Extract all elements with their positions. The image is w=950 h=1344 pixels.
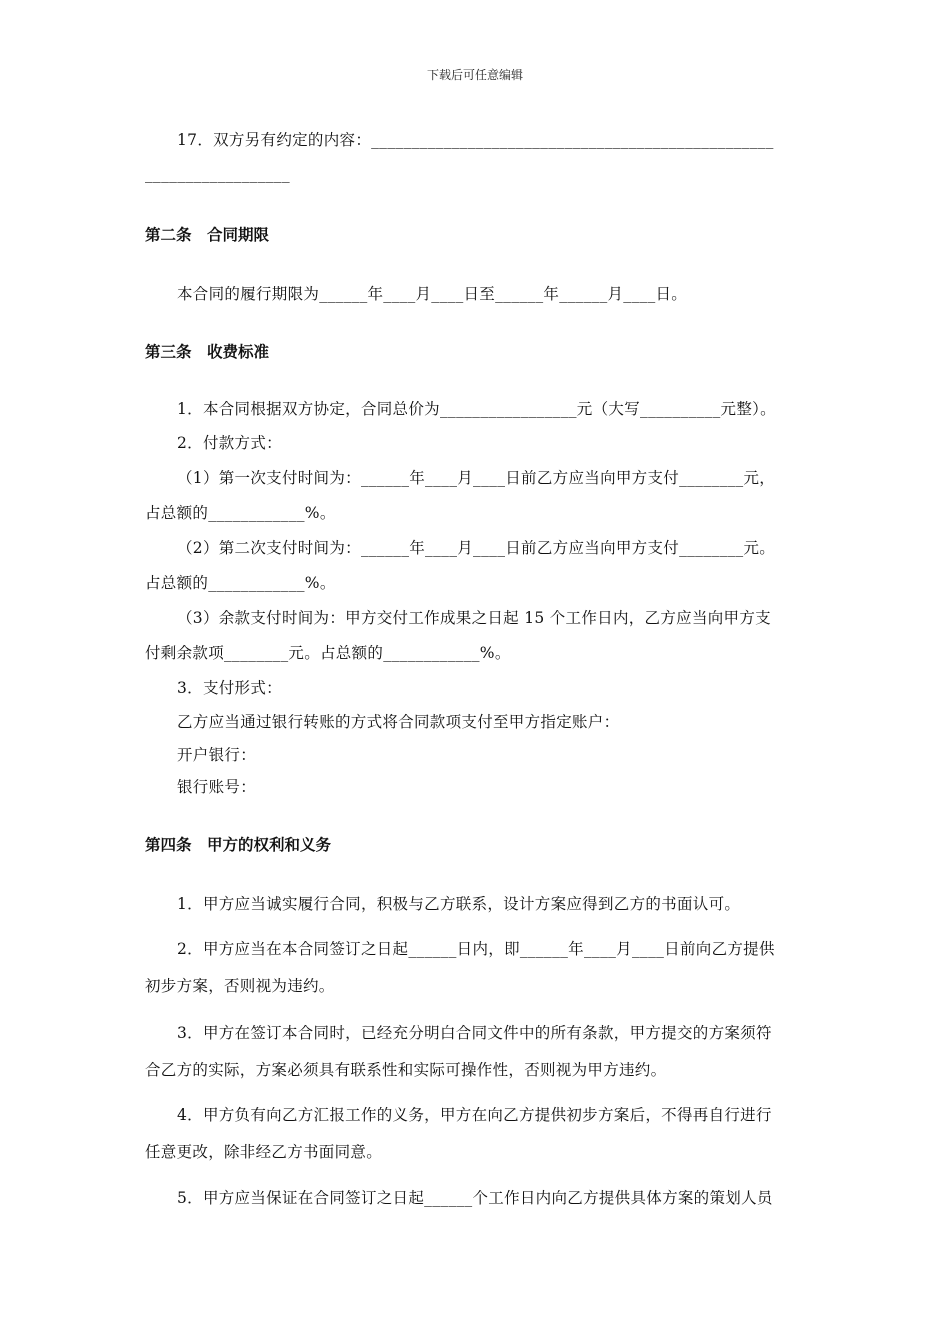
section-4-line-1: 1．甲方应当诚实履行合同，积极与乙方联系，设计方案应得到乙方的书面认可。 <box>177 895 741 913</box>
section-4-line-5a: 5．甲方应当保证在合同签订之日起______个工作日内向乙方提供具体方案的策划人员 <box>177 1189 773 1207</box>
section-3-line-8: 付剩余款项________元。占总额的____________%。 <box>145 644 511 662</box>
section-3-line-6: 占总额的____________%。 <box>145 574 336 592</box>
item-17-continuation: __________________ <box>145 165 290 183</box>
section-4-line-4a: 4．甲方负有向乙方汇报工作的义务，甲方在向乙方提供初步方案后，不得再自行进行 <box>177 1106 772 1124</box>
section-3-line-7: （3）余款支付时间为：甲方交付工作成果之日起 15 个工作日内，乙方应当向甲方支 <box>177 609 771 627</box>
section-4-line-2a: 2．甲方应当在本合同签订之日起______日内，即______年____月____日前向乙方提供 <box>177 940 775 958</box>
section-3-title: 第三条 收费标准 <box>145 343 270 361</box>
section-3-line-3: （1）第一次支付时间为：______年____月____日前乙方应当向甲方支付________元， <box>177 469 776 487</box>
section-4-line-3b: 合乙方的实际，方案必须具有联系性和实际可操作性，否则视为甲方违约。 <box>145 1061 667 1079</box>
page-header: 下载后可任意编辑 <box>426 68 523 82</box>
section-3-bank-account: 银行账号： <box>177 778 257 796</box>
section-2-term: 本合同的履行期限为______年____月____日至______年______月____日。 <box>177 285 688 303</box>
section-3-line-1: 1．本合同根据双方协定，合同总价为_________________元（大写__________元整）。 <box>177 400 776 418</box>
section-3-line-2: 2．付款方式： <box>177 434 282 452</box>
section-4-line-4b: 任意更改，除非经乙方书面同意。 <box>145 1143 383 1161</box>
item-17: 17．双方另有约定的内容：__________________________________________________ <box>177 131 774 149</box>
section-3-bank-name: 开户银行： <box>177 746 257 764</box>
section-3-line-4: 占总额的____________%。 <box>145 504 336 522</box>
section-3-line-5: （2）第二次支付时间为：______年____月____日前乙方应当向甲方支付________元。 <box>177 539 776 557</box>
section-4-line-3a: 3．甲方在签订本合同时，已经充分明白合同文件中的所有条款，甲方提交的方案须符 <box>177 1024 772 1042</box>
section-3-line-10: 乙方应当通过银行转账的方式将合同款项支付至甲方指定账户： <box>177 713 620 731</box>
section-4-line-2b: 初步方案，否则视为违约。 <box>145 977 335 995</box>
section-3-line-9: 3．支付形式： <box>177 679 282 697</box>
section-2-title: 第二条 合同期限 <box>145 226 270 244</box>
section-4-title: 第四条 甲方的权利和义务 <box>145 836 332 854</box>
